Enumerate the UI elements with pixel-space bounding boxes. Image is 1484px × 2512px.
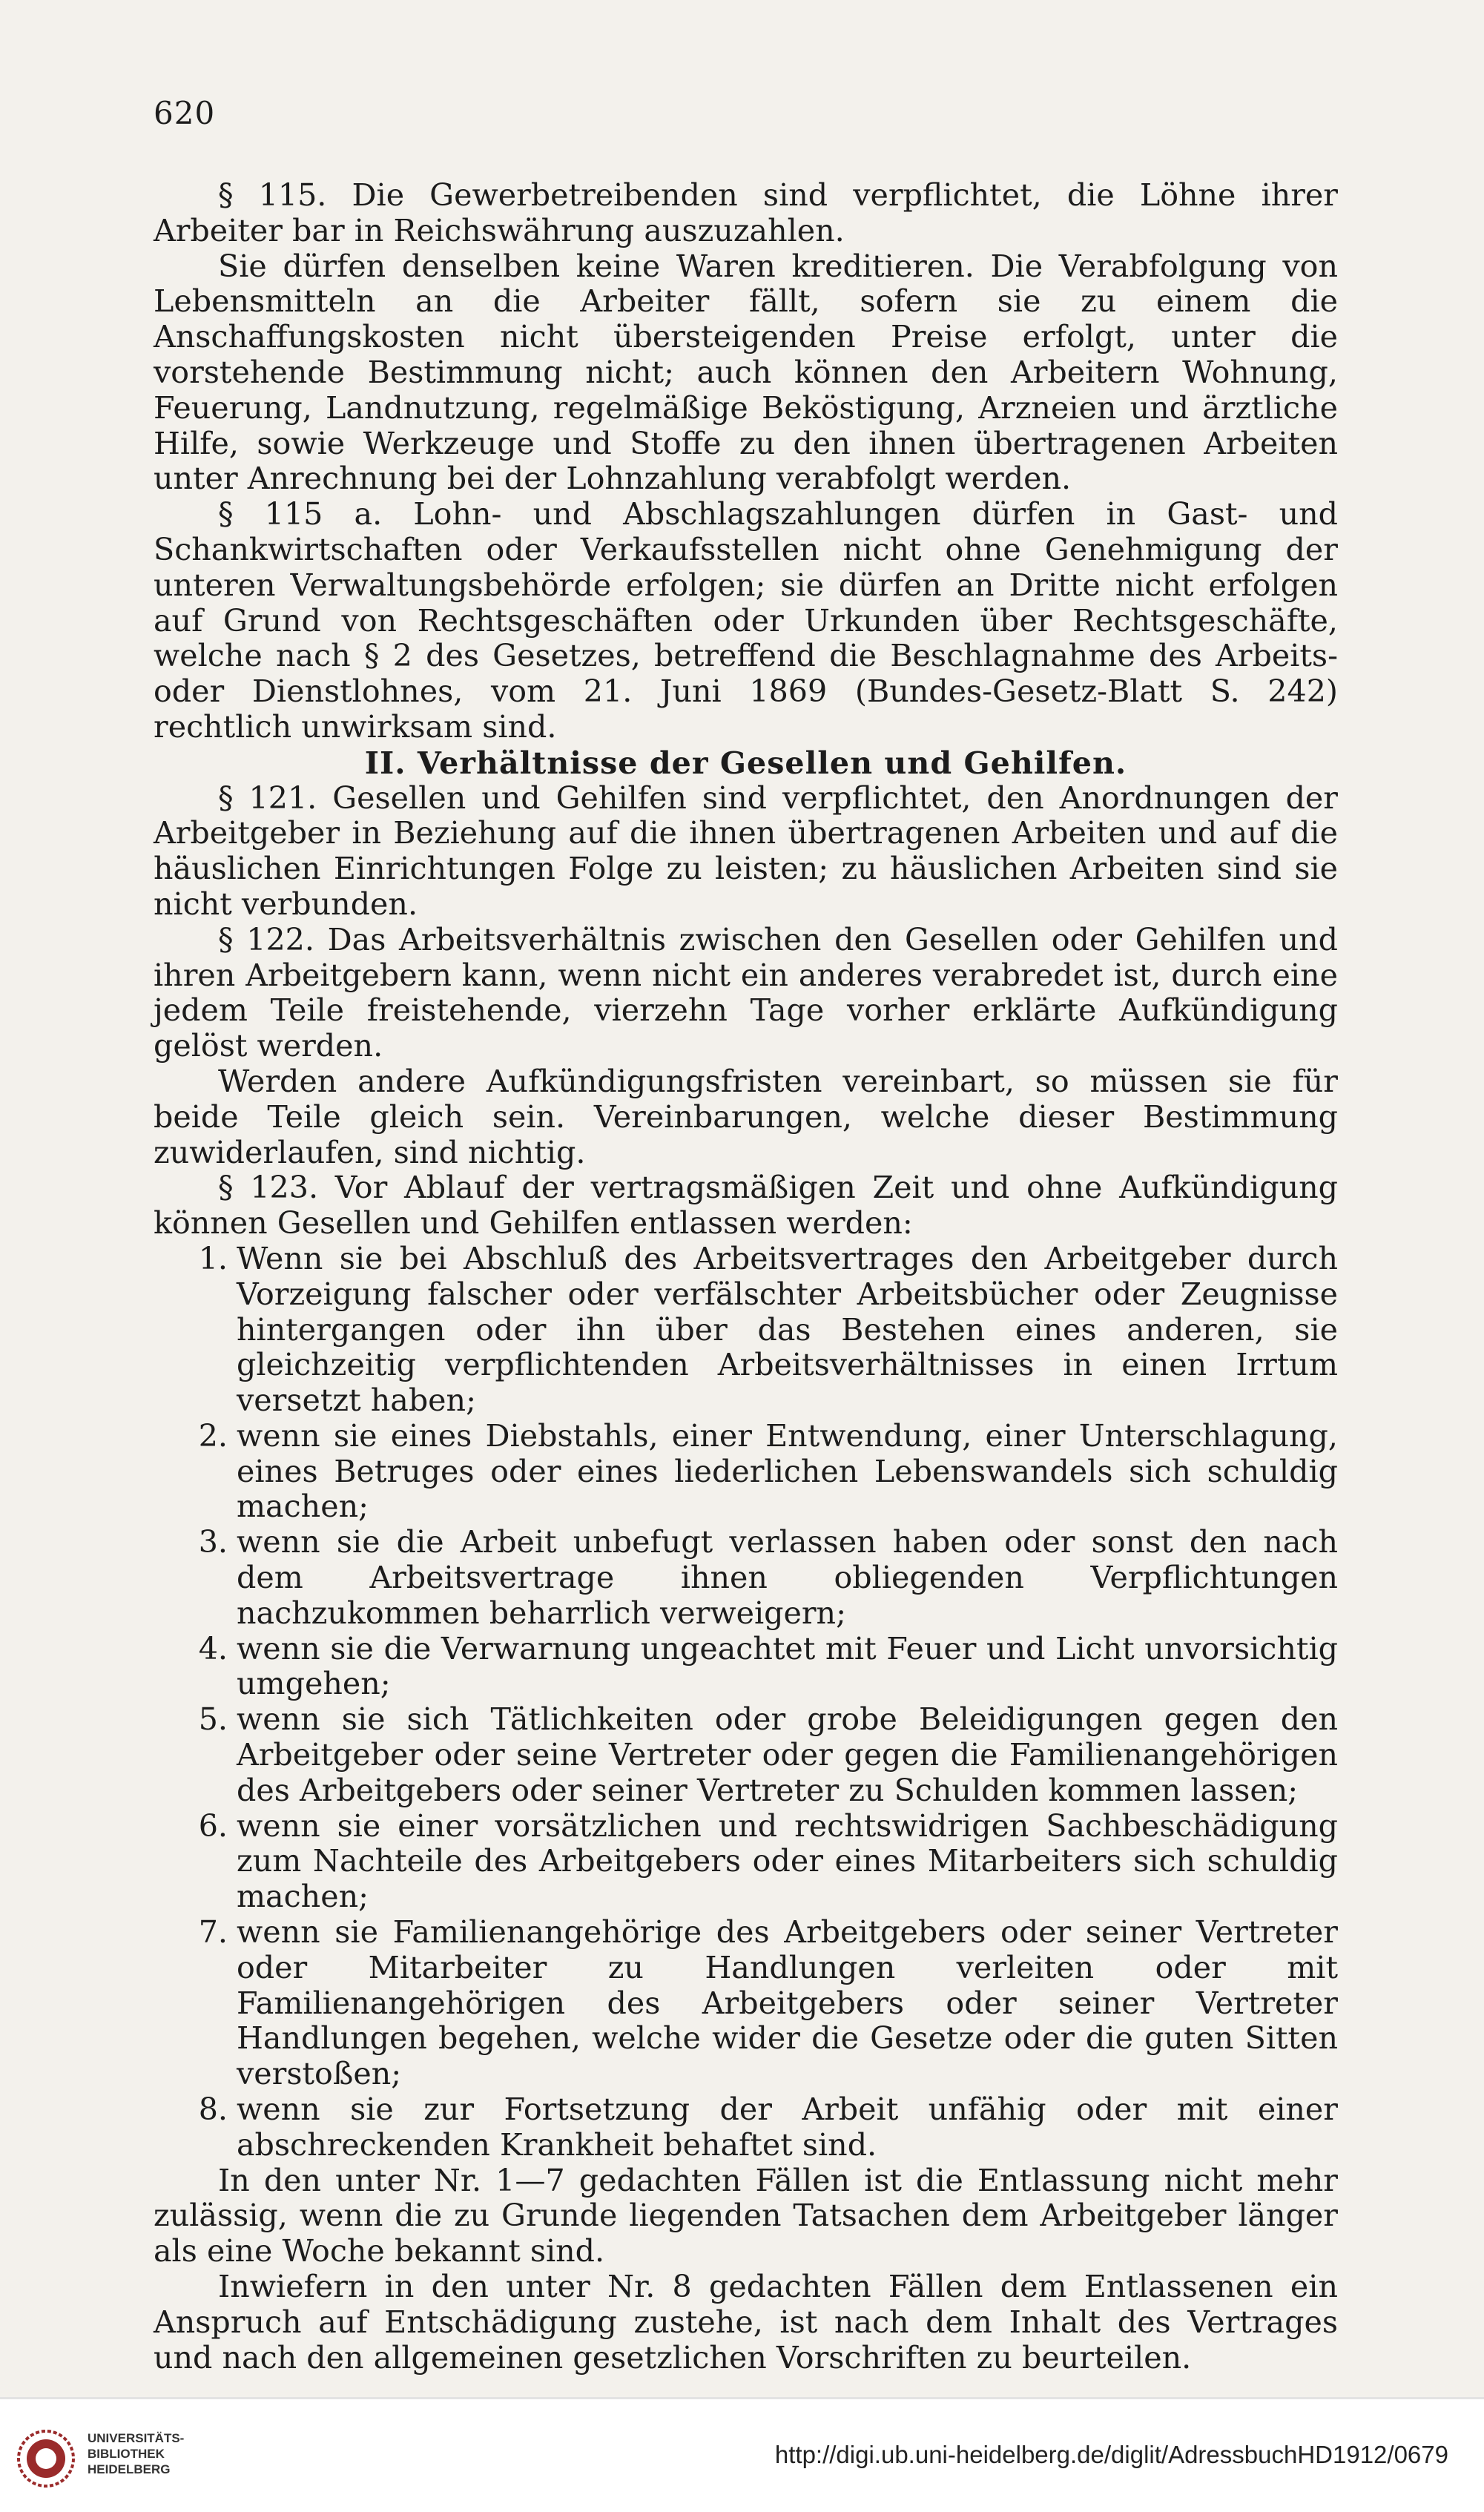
- list-item-number: 6.: [198, 1807, 228, 1844]
- paragraph-121: § 121. Gesellen und Gehilfen sind verpflichtet, den Anordnungen der Arbeitgeber in Beziehung auf die ihnen übertragenen Arbeiten und auf die häuslichen Einrichtungen Folge zu leisten; zu häuslichen Arbeiten sind sie nicht verbunden.: [154, 779, 1338, 922]
- permalink-url[interactable]: http://digi.ub.uni-heidelberg.de/diglit/AdressbuchHD1912/0679: [774, 2441, 1448, 2468]
- list-item: [154, 1525, 1338, 1631]
- list-item-text: wenn sie eines Diebstahls, einer Entwendung, einer Unterschlagung, eines Betruges oder eines liederlichen Lebenswandels sich schuldig machen;: [237, 1417, 1338, 1525]
- list-item-number: 2.: [198, 1417, 228, 1454]
- paragraph-115a: § 115 a. Lohn- und Abschlagszahlungen dürfen in Gast- und Schankwirtschaften oder Verkaufsstellen nicht ohne Genehmigung der unteren Verwaltungsbehörde erfolgen; sie dürfen an Dritte nicht erfolgen auf Grund von Rechtsgeschäften oder Urkunden über Rechtsgeschäfte, welche nach § 2 des Gesetzes, betreffend die Beschlagnahme des Arbeits- oder Dienstlohnes, vom 21. Juni 1869 (Bundes-Gesetz-Blatt S. 242) rechtlich unwirksam sind.: [154, 496, 1338, 745]
- library-name-line: BIBLIOTHEK: [88, 2447, 165, 2461]
- list-item-number: 1.: [198, 1240, 228, 1276]
- university-library-seal-icon: [16, 2429, 76, 2488]
- list-item: [154, 1915, 1338, 2092]
- library-name-line: HEIDELBERG: [88, 2462, 171, 2476]
- paragraph-122: § 122. Das Arbeitsverhältnis zwischen den Gesellen oder Gehilfen und ihren Arbeitgebern kann, wenn nicht ein anderes verabredet ist, durch eine jedem Teile freistehende, vierzehn Tage vorher erklärte Aufkündigung gelöst werden.: [154, 921, 1338, 1064]
- list-item: [154, 1632, 1338, 1703]
- list-item-text: wenn sie Familienangehörige des Arbeitgebers oder seiner Vertreter oder Mitarbeiter zu Handlungen verleiten oder mit Familienangehörigen des Arbeitgebers oder seiner Vertreter Handlungen begehen, welche wider die Gesetze oder die guten Sitten verstoßen;: [237, 1914, 1338, 2092]
- list-item-number: 3.: [198, 1524, 228, 1560]
- library-name: [88, 2430, 184, 2477]
- list-item: [154, 1242, 1338, 1419]
- paragraph-115-continued: Sie dürfen denselben keine Waren kreditieren. Die Verabfolgung von Lebensmitteln an die Arbeiter fällt, sofern sie zu einem die Anschaffungskosten nicht übersteigenden Preise erfolgt, unter die vorstehende Bestimmung nicht; auch können den Arbeitern Wohnung, Feuerung, Landnutzung, regelmäßige Beköstigung, Arzneien und ärztliche Hilfe, sowie Werkzeuge und Stoffe zu den ihnen übertragenen Arbeiten unter Anrechnung bei der Lohnzahlung verabfolgt werden.: [154, 248, 1338, 497]
- dismissal-grounds-list: [154, 1242, 1338, 2163]
- list-item: [154, 2092, 1338, 2163]
- paragraph-122-continued: Werden andere Aufkündigungsfristen vereinbart, so müssen sie für beide Teile gleich sein. Vereinbarungen, welche dieser Bestimmung zuwiderlaufen, sind nichtig.: [154, 1063, 1338, 1170]
- list-item-text: wenn sie die Verwarnung ungeachtet mit Feuer und Licht unvorsichtig umgehen;: [237, 1630, 1338, 1702]
- page-number: 620: [154, 95, 216, 131]
- list-item-number: 4.: [198, 1630, 228, 1667]
- list-item-text: Wenn sie bei Abschluß des Arbeitsvertrages den Arbeitgeber durch Vorzeigung falscher oder verfälschter Arbeitsbücher oder Zeugnisse hintergangen oder ihn über das Bestehen eines anderen, sie gleichzeitig verpflichtenden Arbeitsverhältnisses in einen Irrtum versetzt haben;: [237, 1240, 1338, 1419]
- list-item-text: wenn sie einer vorsätzlichen und rechtswidrigen Sachbeschädigung zum Nachteile des Arbeitgebers oder eines Mitarbeiters sich schuldig machen;: [237, 1807, 1338, 1915]
- list-item-number: 5.: [198, 1701, 228, 1738]
- list-item-text: wenn sie die Arbeit unbefugt verlassen haben oder sonst den nach dem Arbeitsvertrage ihnen obliegenden Verpflichtungen nachzukommen beharrlich verweigern;: [237, 1524, 1338, 1631]
- list-item-text: wenn sie zur Fortsetzung der Arbeit unfähig oder mit einer abschreckenden Krankheit behaftet sind.: [237, 2091, 1338, 2163]
- library-footer: [0, 2397, 1484, 2512]
- closing-paragraph-2: Inwiefern in den unter Nr. 8 gedachten Fällen dem Entlassenen ein Anspruch auf Entschädigung zustehe, ist nach dem Inhalt des Vertrages und nach den allgemeinen gesetzlichen Vorschriften zu beurteilen.: [154, 2269, 1338, 2376]
- paragraph-115: § 115. Die Gewerbetreibenden sind verpflichtet, die Löhne ihrer Arbeiter bar in Reichswährung auszuzahlen.: [154, 177, 1338, 248]
- list-item-number: 7.: [198, 1914, 228, 1951]
- list-item-number: 8.: [198, 2091, 228, 2128]
- page-body: [154, 178, 1338, 2376]
- library-name-line: UNIVERSITÄTS-: [88, 2431, 185, 2445]
- list-item: [154, 1809, 1338, 1915]
- list-item: [154, 1702, 1338, 1808]
- closing-paragraph-1: In den unter Nr. 1—7 gedachten Fällen ist die Entlassung nicht mehr zulässig, wenn die zu Grunde liegenden Tatsachen dem Arbeitgeber länger als eine Woche bekannt sind.: [154, 2162, 1338, 2269]
- paragraph-123: § 123. Vor Ablauf der vertragsmäßigen Zeit und ohne Aufkündigung können Gesellen und Gehilfen entlassen werden:: [154, 1170, 1338, 1242]
- section-heading: II. Verhältnisse der Gesellen und Gehilfen.: [364, 744, 1127, 781]
- list-item: [154, 1419, 1338, 1525]
- list-item-text: wenn sie sich Tätlichkeiten oder grobe Beleidigungen gegen den Arbeitgeber oder seine Vertreter oder gegen die Familienangehörigen des Arbeitgebers oder seiner Vertreter zu Schulden kommen lassen;: [237, 1701, 1338, 1808]
